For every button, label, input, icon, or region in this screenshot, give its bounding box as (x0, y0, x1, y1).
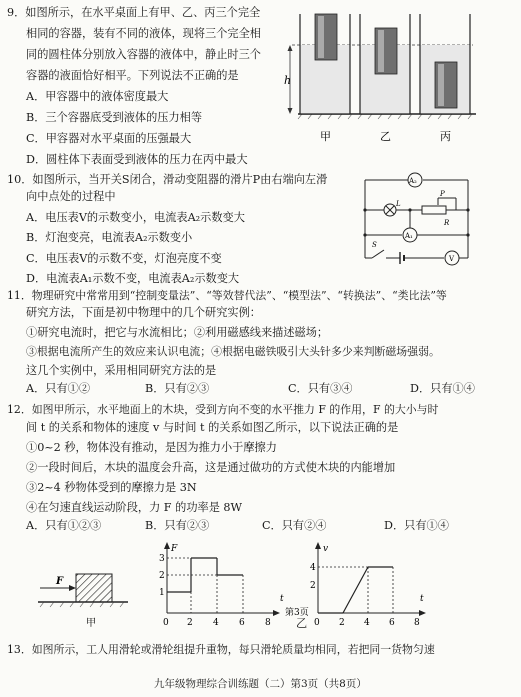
graph-v-xtick-0: 0 (314, 618, 320, 628)
q11-option-b: B．只有②③ (145, 382, 210, 395)
q12-line-1: 12．如图甲所示，水平地面上的木块，受到方向不变的水平推力 F 的作用，F 的大小与时 (7, 403, 439, 416)
q12-force-label: F (56, 576, 64, 587)
q9-containers-figure (278, 8, 478, 148)
graph-v-ytick-2: 2 (310, 581, 316, 591)
q9-line-2: 相同的容器，装有不同的液体，现将三个完全相 (26, 27, 261, 40)
q10-line-2: 向中点处的过程中 (26, 190, 116, 203)
graph-f-xlabel: t (280, 594, 284, 604)
graph-v-ytick-4: 4 (310, 563, 316, 573)
graph-v-t (310, 542, 426, 628)
container-yi (360, 14, 410, 114)
q11-option-a: A．只有①② (26, 382, 91, 395)
graph-v-xtick-6: 6 (389, 618, 395, 628)
q10-option-a: A．电压表V的示数变小，电流表A₂示数变大 (26, 211, 245, 224)
graph-page-num: 第3页 (285, 608, 309, 618)
graph-f-ytick-2: 2 (159, 571, 165, 581)
graph-f-xtick-8: 8 (265, 618, 271, 628)
circuit-a1-label: A₁ (405, 232, 413, 240)
q12-option-b: B．只有②③ (145, 519, 210, 532)
q9-line-1: 9．如图所示，在水平桌面上有甲、乙、丙三个完全 (7, 6, 261, 19)
q9-line-3: 同的圆柱体分别放入容器的液体中，静止时三个 (26, 48, 261, 61)
graph-v-xlabel: t (420, 594, 424, 604)
page-footer: 九年级物理综合训练题（二）第3页（共8页） (154, 678, 367, 690)
graph-f-ylabel: F (171, 544, 178, 554)
q12-line-6: ④在匀速直线运动阶段，力 F 的功率是 8W (26, 501, 243, 514)
q12-line-2: 间 t 的关系和物体的速度 v 与时间 t 的关系如图乙所示，以下说法正确的是 (26, 421, 399, 434)
circuit-s-label: S (372, 241, 377, 249)
q12-label-jia: 甲 (86, 618, 96, 629)
graph-v-ylabel: v (323, 544, 329, 554)
q12-graphs (140, 535, 430, 635)
q12-option-d: D．只有①④ (384, 519, 449, 532)
graph-f-xtick-4: 4 (213, 618, 219, 628)
graph-v-xtick-2: 2 (339, 618, 345, 628)
q12-line-4: ②一段时间后，木块的温度会升高，这是通过做功的方式使木块的内能增加 (26, 461, 396, 474)
q12-block-figure (28, 560, 138, 630)
graph-f-t (159, 542, 284, 628)
q11-line-3: ①研究电流时，把它与水流相比；②利用磁感线来描述磁场； (26, 326, 329, 339)
q9-option-d: D．圆柱体下表面受到液体的压力在丙中最大 (26, 153, 248, 166)
q12-option-c: C．只有②④ (262, 519, 327, 532)
graph-f-xtick-6: 6 (239, 618, 245, 628)
q10-option-d: D．电流表A₁示数不变，电流表A₂示数变大 (26, 272, 240, 285)
q9-option-b: B．三个容器底受到液体的压力相等 (26, 111, 203, 124)
circuit-v-label: V (449, 255, 455, 263)
q9-h-label: h (284, 74, 292, 87)
graph-f-ytick-1: 1 (159, 588, 165, 598)
q11-line-2: 研究方法，下面是初中物理中的几个研究实例： (26, 306, 261, 319)
q10-circuit-diagram (360, 170, 475, 275)
graph-f-xtick-2: 2 (187, 618, 193, 628)
q9-label-bing: 丙 (440, 130, 451, 143)
q13-line-1: 13．如图所示，工人用滑轮或滑轮组提升重物，每只滑轮质量均相同，若把同一货物匀速 (7, 643, 435, 656)
container-jia (300, 14, 350, 114)
q11-line-4: ③根据电流所产生的效应来认识电流；④根据电磁铁吸引大头针多少来判断磁场强弱。 (26, 345, 440, 358)
graph-v-xtick-4: 4 (364, 618, 370, 628)
circuit-l-label: L (396, 200, 401, 208)
q11-line-5: 这几个实例中，采用相同研究方法的是 (26, 364, 217, 377)
q11-line-1: 11．物理研究中常常用到“控制变量法”、“等效替代法”、“模型法”、“转换法”、“类比法”等 (7, 289, 447, 302)
graph-f-ytick-3: 3 (159, 554, 165, 564)
container-bing (420, 14, 470, 114)
q10-option-b: B．灯泡变亮，电流表A₂示数变小 (26, 231, 193, 244)
graph-f-xtick-0: 0 (163, 618, 169, 628)
q9-label-yi: 乙 (380, 130, 391, 143)
q9-label-jia: 甲 (320, 130, 331, 143)
q12-option-a: A．只有①②③ (26, 519, 102, 532)
q12-label-yi: 乙 (296, 617, 308, 630)
circuit-a2-label: A₂ (409, 177, 417, 185)
q9-line-4: 容器的液面恰好相平。下列说法不正确的是 (26, 69, 239, 82)
q11-option-c: C．只有③④ (288, 382, 353, 395)
graph-v-xtick-8: 8 (414, 618, 420, 628)
q9-option-c: C．甲容器对水平桌面的压强最大 (26, 132, 192, 145)
q12-line-5: ③2~4 秒物体受到的摩擦力是 3N (26, 481, 197, 494)
q10-option-c: C．电压表V的示数不变，灯泡亮度不变 (26, 252, 222, 265)
q9-option-a: A．甲容器中的液体密度最大 (26, 90, 169, 103)
circuit-p-label: P (440, 190, 445, 198)
q11-option-d: D．只有①④ (410, 382, 475, 395)
q10-line-1: 10．如图所示，当开关S闭合，滑动变阻器的滑片P由右端向左滑 (7, 173, 328, 186)
q12-line-3: ①0~2 秒，物体没有推动，是因为推力小于摩擦力 (26, 441, 277, 454)
circuit-r-label: R (444, 219, 450, 227)
